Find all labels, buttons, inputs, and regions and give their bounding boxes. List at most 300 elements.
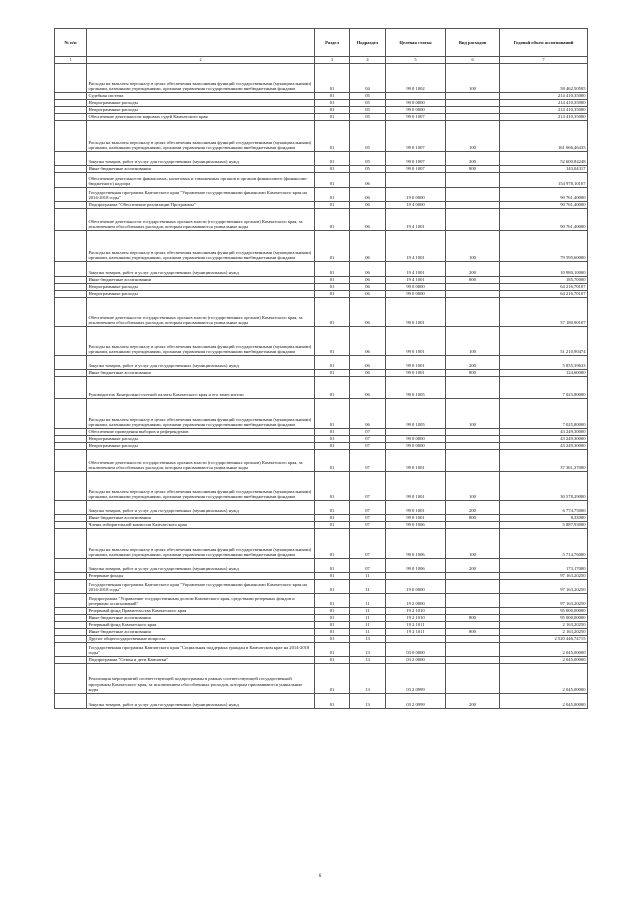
cell-no [55,429,87,436]
cell-amount: 2 045,00000 [500,664,588,694]
cell-expense-type [446,429,500,436]
cell-name: Обеспечение деятельности государственных органов власти (государственных органов) Камчатского края, за исключением обособленных расходов, которым присваиваются уникальные коды [87,298,315,327]
cell-amount: 95 000,00000 [500,608,588,615]
cell-amount: 52 600,84248 [500,152,588,166]
cell-name: Закупка товаров, работ и услуг для государственных (муниципальных) нужд [87,694,315,709]
cell-no [55,472,87,501]
cell-expense-type [446,188,500,202]
cell-section: 01 [315,436,350,443]
table-row [55,594,588,608]
cell-target [386,173,446,188]
cell-no [55,615,87,622]
cell-expense-type [446,573,500,580]
cell-section: 01 [315,107,350,114]
cell-amount: 97 163,20250 [500,580,588,594]
header-amount: Годовой объем ассигнований [500,29,588,57]
cell-no [55,377,87,399]
cell-amount: 90 761,40000 [500,202,588,209]
cell-expense-type [446,100,500,107]
table-row [55,580,588,594]
cell-expense-type [446,594,500,608]
cell-name: Обеспечение деятельности мировых судей Камчатского края [87,114,315,121]
cell-subsection: 13 [350,643,386,657]
cell-target: 99 0 0000 [386,107,446,114]
cell-no [55,636,87,643]
col-index: 5 [386,57,446,64]
cell-section: 01 [315,429,350,436]
table-row [55,114,588,121]
cell-section: 01 [315,356,350,370]
cell-section: 01 [315,121,350,152]
cell-section: 01 [315,657,350,664]
cell-no [55,629,87,636]
table-row [55,121,588,152]
cell-name: Иные бюджетные ассигнования [87,629,315,636]
cell-section: 01 [315,93,350,100]
cell-section: 01 [315,573,350,580]
cell-target: 99 0 0000 [386,436,446,443]
cell-name: Обеспечение проведения выборов и референдумов [87,429,315,436]
table-row [55,608,588,615]
cell-amount: 2 045,00000 [500,657,588,664]
cell-subsection: 07 [350,515,386,522]
cell-name: Обеспечение деятельности государственных органов власти (государственных органов) Камчатского края, за исключением обособленных расходов, которым присваиваются уникальные коды [87,450,315,472]
cell-amount: 185,70000 [500,277,588,284]
cell-expense-type: 800 [446,629,500,636]
cell-target: 99 0 1007 [386,166,446,173]
cell-no [55,291,87,298]
cell-section: 01 [315,370,350,377]
cell-section: 01 [315,152,350,166]
cell-name: Иные бюджетные ассигнования [87,370,315,377]
cell-subsection: 06 [350,284,386,291]
table-body [55,64,588,709]
cell-expense-type: 100 [446,327,500,356]
cell-amount: 37 361,37000 [500,450,588,472]
cell-no [55,501,87,515]
cell-no [55,356,87,370]
table-row [55,188,588,202]
cell-name: Расходы на выплаты персоналу в целях обеспечения выполнения функций государственными (муниципальными) органами, казенными учреждениями, органами управления государственными внебюджетными фондами [87,472,315,501]
cell-subsection: 07 [350,472,386,501]
cell-target: 99 0 0000 [386,284,446,291]
cell-target: 99 0 1001 [386,327,446,356]
cell-target: 99 0 1001 [386,298,446,327]
table-row [55,107,588,114]
cell-target: 19 4 1001 [386,231,446,262]
table-row [55,100,588,107]
table-row [55,262,588,277]
cell-no [55,608,87,615]
cell-no [55,657,87,664]
cell-subsection: 06 [350,327,386,356]
cell-subsection: 07 [350,429,386,436]
cell-expense-type: 200 [446,262,500,277]
cell-amount: 2 163,20250 [500,629,588,636]
cell-section: 01 [315,636,350,643]
cell-expense-type [446,377,500,399]
table-row [55,450,588,472]
cell-section: 01 [315,284,350,291]
cell-subsection: 06 [350,209,386,231]
cell-subsection: 06 [350,377,386,399]
cell-subsection: 11 [350,615,386,622]
cell-target: 19 4 0000 [386,202,446,209]
cell-name: Подпрограмма "Управление государственным долгом Камчатского края, средствами резервных фондов и резервами ассигнований" [87,594,315,608]
cell-name: Резервный фонд Правительства Камчатского края [87,608,315,615]
cell-amount: 10 980,10000 [500,262,588,277]
cell-section: 01 [315,529,350,559]
cell-no [55,284,87,291]
cell-section: 01 [315,377,350,399]
cell-section: 01 [315,298,350,327]
cell-expense-type: 800 [446,166,500,173]
cell-amount: 7 025,80000 [500,399,588,429]
cell-expense-type: 800 [446,515,500,522]
cell-amount: 2 520 446,74715 [500,636,588,643]
cell-no [55,515,87,522]
table-row [55,377,588,399]
cell-target: 03 2 0999 [386,694,446,709]
cell-amount: 43 249,30000 [500,429,588,436]
cell-subsection: 06 [350,173,386,188]
cell-no [55,522,87,529]
cell-target: 99 0 1007 [386,114,446,121]
table-row [55,629,588,636]
table-row [55,166,588,173]
cell-expense-type [446,209,500,231]
cell-expense-type: 800 [446,277,500,284]
cell-section: 01 [315,262,350,277]
table-row [55,231,588,262]
cell-section: 01 [315,327,350,356]
cell-no [55,209,87,231]
cell-amount: 97 163,20250 [500,594,588,608]
cell-amount: 2 163,20250 [500,622,588,629]
cell-target [386,636,446,643]
cell-name: Резервные фонды [87,573,315,580]
cell-expense-type [446,291,500,298]
cell-expense-type [446,107,500,114]
cell-target: 19 0 0000 [386,188,446,202]
cell-target: 99 0 1006 [386,529,446,559]
cell-target: 03 2 0000 [386,657,446,664]
cell-target: 99 0 1001 [386,450,446,472]
cell-expense-type [446,114,500,121]
cell-expense-type [446,580,500,594]
table-row [55,370,588,377]
cell-name: Подпрограмма "Семья и дети Камчатки" [87,657,315,664]
cell-expense-type [446,643,500,657]
cell-amount: 2 045,00000 [500,694,588,709]
cell-name: Непрограммные расходы [87,436,315,443]
col-index: 4 [350,57,386,64]
cell-name: Расходы на выплаты персоналу в целях обеспечения выполнения функций государственными (муниципальными) органами, казенными учреждениями, органами управления государственными внебюджетными фондами [87,327,315,356]
cell-section: 01 [315,643,350,657]
cell-expense-type: 200 [446,559,500,573]
cell-target [386,93,446,100]
cell-amount: 7 025,80000 [500,377,588,399]
cell-expense-type: 100 [446,399,500,429]
cell-target: 99 0 1007 [386,121,446,152]
table-row [55,399,588,429]
cell-subsection: 11 [350,580,386,594]
cell-subsection: 06 [350,356,386,370]
cell-section: 01 [315,622,350,629]
cell-name: Непрограммные расходы [87,284,315,291]
cell-subsection: 07 [350,522,386,529]
cell-no [55,114,87,121]
cell-amount: 97 163,20250 [500,573,588,580]
cell-target [386,429,446,436]
cell-no [55,399,87,429]
cell-name: Расходы на выплаты персоналу в целях обеспечения выполнения функций государственными (муниципальными) органами, казенными учреждениями, органами управления государственными внебюджетными фондами [87,64,315,93]
cell-subsection: 06 [350,262,386,277]
cell-no [55,450,87,472]
cell-name: Другие общегосударственные вопросы [87,636,315,643]
cell-name: Государственная программа Камчатского края "Управление государственными финансами Камчатского края на 2014-2018 годы" [87,580,315,594]
table-row [55,615,588,622]
cell-target: 19 2 1010 [386,615,446,622]
cell-amount: 214 410,35000 [500,93,588,100]
cell-section: 01 [315,188,350,202]
cell-name: Иные бюджетные ассигнования [87,615,315,622]
cell-target: 99 0 0000 [386,291,446,298]
header-no: № п/п [55,29,87,57]
table-header-row [55,29,588,57]
cell-amount: 124,60000 [500,370,588,377]
cell-section: 01 [315,277,350,284]
cell-no [55,594,87,608]
cell-subsection: 06 [350,188,386,202]
cell-target: 99 0 1005 [386,377,446,399]
cell-subsection: 04 [350,64,386,93]
col-index: 7 [500,57,588,64]
cell-no [55,370,87,377]
cell-section: 01 [315,559,350,573]
cell-target: 99 0 1001 [386,370,446,377]
cell-name: Государственная программа Камчатского края "Социальная поддержка граждан в Камчатском крае на 2014-2018 годы" [87,643,315,657]
cell-amount: 95 000,00000 [500,615,588,622]
cell-name: Непрограммные расходы [87,107,315,114]
cell-section: 01 [315,202,350,209]
cell-expense-type: 200 [446,501,500,515]
cell-expense-type: 200 [446,694,500,709]
cell-expense-type: 100 [446,529,500,559]
cell-subsection: 05 [350,107,386,114]
cell-expense-type [446,664,500,694]
cell-subsection: 05 [350,121,386,152]
cell-subsection: 06 [350,202,386,209]
cell-expense-type [446,636,500,643]
cell-subsection: 13 [350,694,386,709]
table-row [55,443,588,450]
cell-no [55,277,87,284]
cell-section: 01 [315,64,350,93]
cell-section: 01 [315,501,350,515]
cell-section: 01 [315,580,350,594]
cell-name: Расходы на выплаты персоналу в целях обеспечения выполнения функций государственными (муниципальными) органами, казенными учреждениями, органами управления государственными внебюджетными фондами [87,231,315,262]
cell-no [55,188,87,202]
cell-target: 03 0 0000 [386,643,446,657]
header-target: Целевая статья [386,29,446,57]
cell-subsection: 11 [350,622,386,629]
header-section: Раздел [315,29,350,57]
table-row [55,664,588,694]
budget-table-sheet [54,28,587,709]
cell-expense-type: 800 [446,615,500,622]
cell-expense-type [446,202,500,209]
cell-subsection: 05 [350,166,386,173]
cell-amount: 57 180,90107 [500,298,588,327]
table-row [55,173,588,188]
cell-subsection: 06 [350,277,386,284]
cell-name: Непрограммные расходы [87,100,315,107]
cell-section: 01 [315,231,350,262]
cell-expense-type: 100 [446,231,500,262]
cell-subsection: 06 [350,291,386,298]
cell-name: Расходы на выплаты персоналу в целях обеспечения выполнения функций государственными (муниципальными) органами, казенными учреждениями, органами управления государственными внебюджетными фондами [87,399,315,429]
cell-no [55,443,87,450]
cell-subsection: 13 [350,657,386,664]
cell-section: 01 [315,629,350,636]
cell-amount: 64 216,70107 [500,291,588,298]
cell-expense-type [446,450,500,472]
cell-amount: 214 410,35000 [500,114,588,121]
cell-expense-type: 100 [446,64,500,93]
table-row [55,298,588,327]
table-row [55,93,588,100]
cell-no [55,202,87,209]
table-row [55,472,588,501]
cell-amount: 64 216,70107 [500,284,588,291]
cell-amount: 30 578,29000 [500,472,588,501]
header-expense-type: Вид расходов [446,29,500,57]
cell-expense-type [446,93,500,100]
cell-expense-type [446,298,500,327]
cell-target: 19 2 0000 [386,594,446,608]
cell-section: 01 [315,399,350,429]
cell-amount: 58 462,50505 [500,64,588,93]
cell-amount: 43 249,30000 [500,436,588,443]
cell-amount: 214 410,35000 [500,107,588,114]
cell-subsection: 05 [350,93,386,100]
cell-subsection: 11 [350,594,386,608]
cell-name: Иные бюджетные ассигнования [87,166,315,173]
cell-no [55,107,87,114]
cell-name: Члены избирательной комиссии Камчатского края [87,522,315,529]
col-index: 1 [55,57,87,64]
cell-amount: 2 045,00000 [500,643,588,657]
cell-name: Расходы на выплаты персоналу в целях обеспечения выполнения функций государственными (муниципальными) органами, казенными учреждениями, органами управления государственными внебюджетными фондами [87,121,315,152]
cell-no [55,327,87,356]
cell-amount: 154 978,10107 [500,173,588,188]
cell-expense-type [446,657,500,664]
cell-name: Обеспечение деятельности финансовых, налоговых и таможенных органов и органов финансового (финансово-бюджетного) надзора [87,173,315,188]
cell-name: Непрограммные расходы [87,291,315,298]
cell-expense-type [446,522,500,529]
table-row [55,501,588,515]
cell-no [55,580,87,594]
cell-amount: 161 666,46435 [500,121,588,152]
cell-no [55,262,87,277]
cell-expense-type: 200 [446,152,500,166]
cell-no [55,173,87,188]
cell-section: 01 [315,114,350,121]
cell-name: Непрограммные расходы [87,443,315,450]
cell-no [55,166,87,173]
cell-target: 19 4 1001 [386,277,446,284]
cell-no [55,100,87,107]
cell-subsection: 07 [350,501,386,515]
table-row [55,643,588,657]
cell-section: 01 [315,594,350,608]
col-index: 6 [446,57,500,64]
table-row [55,657,588,664]
cell-section: 01 [315,173,350,188]
cell-section: 01 [315,522,350,529]
cell-target: 03 2 0999 [386,664,446,694]
cell-subsection: 05 [350,114,386,121]
cell-amount: 79 595,60000 [500,231,588,262]
cell-subsection: 06 [350,399,386,429]
cell-name: Закупка товаров, работ и услуг для государственных (муниципальных) нужд [87,262,315,277]
cell-expense-type: 100 [446,121,500,152]
cell-expense-type [446,443,500,450]
cell-name: Резервный фонд Камчатского края [87,622,315,629]
cell-section: 01 [315,608,350,615]
table-row [55,202,588,209]
cell-expense-type [446,622,500,629]
cell-no [55,559,87,573]
table-row [55,277,588,284]
cell-expense-type: 200 [446,356,500,370]
cell-amount: 90 761,40000 [500,209,588,231]
table-row [55,694,588,709]
cell-target: 19 2 1010 [386,608,446,615]
budget-table [54,28,588,709]
cell-name: Государственная программа Камчатского края "Управление государственными финансами Камчатского края на 2014-2018 годы" [87,188,315,202]
cell-target: 19 2 1011 [386,629,446,636]
cell-subsection: 05 [350,152,386,166]
cell-amount: 5 714,76000 [500,529,588,559]
cell-amount: 173,17000 [500,559,588,573]
cell-amount: 51 210,90474 [500,327,588,356]
cell-target: 19 4 1001 [386,262,446,277]
cell-name: Иные бюджетные ассигнования [87,277,315,284]
cell-target: 99 0 1001 [386,515,446,522]
cell-section: 01 [315,291,350,298]
cell-expense-type [446,173,500,188]
cell-amount: 143,04317 [500,166,588,173]
cell-section: 01 [315,615,350,622]
table-row [55,573,588,580]
cell-name: Закупка товаров, работ и услуг для государственных (муниципальных) нужд [87,152,315,166]
cell-name: Иные бюджетные ассигнования [87,515,315,522]
cell-amount: 43 249,30000 [500,443,588,450]
header-name [87,29,315,57]
col-index: 3 [315,57,350,64]
cell-target: 99 0 0000 [386,443,446,450]
table-row [55,356,588,370]
cell-expense-type: 100 [446,472,500,501]
page-number: 6 [318,874,322,879]
cell-name: Обеспечение деятельности государственных органов власти (государственных органов) Камчатского края, за исключением обособленных расходов, которым присваиваются уникальные коды [87,209,315,231]
cell-subsection: 06 [350,370,386,377]
cell-subsection: 13 [350,636,386,643]
table-row [55,436,588,443]
cell-expense-type [446,608,500,615]
